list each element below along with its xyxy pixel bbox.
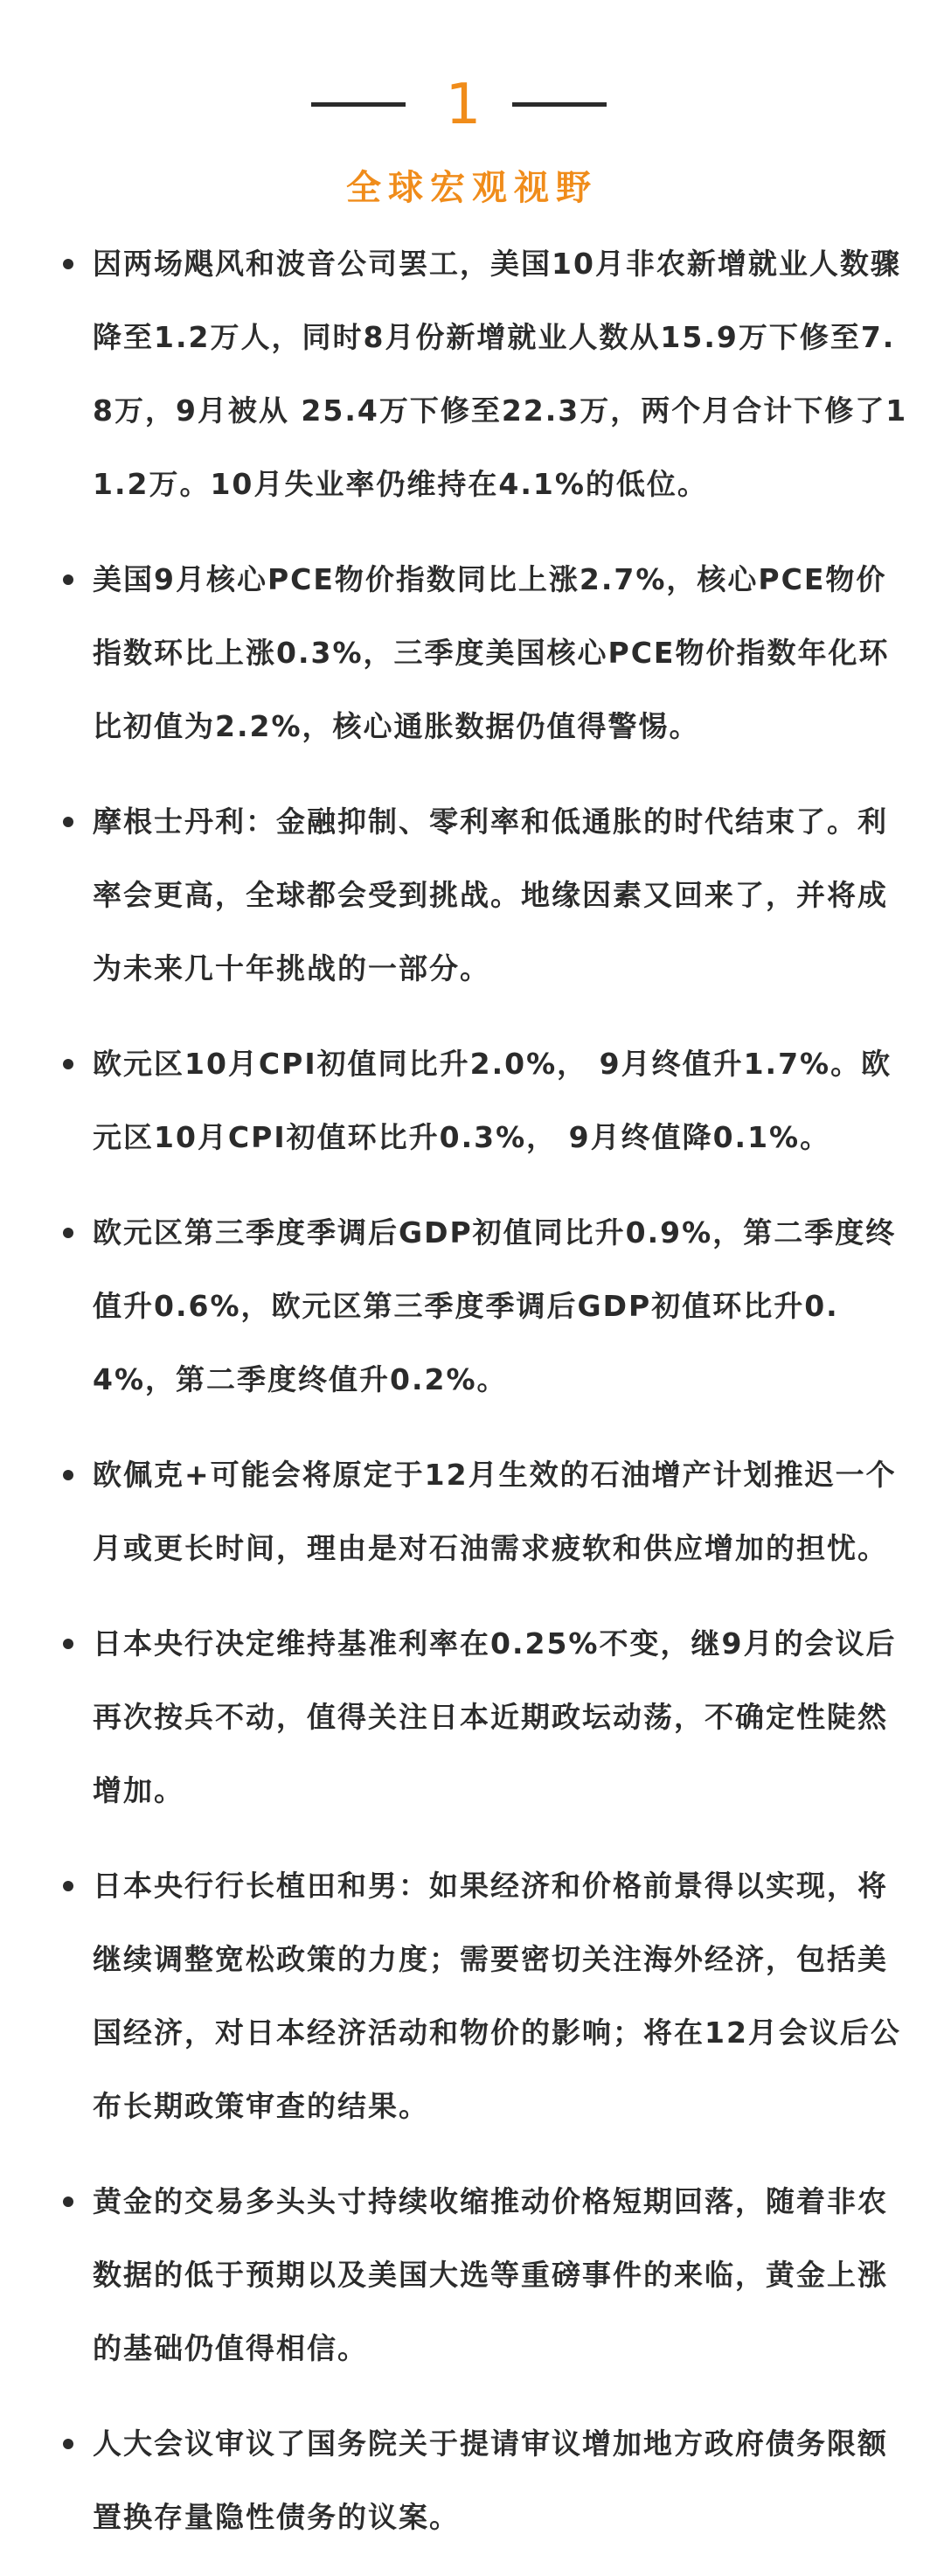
list-item	[61, 543, 909, 763]
bullet-icon	[63, 1639, 73, 1649]
list-item	[61, 1849, 909, 2143]
list-item-text: 日本央行决定维持基准利率在0.25%不变，继9月的会议后再次按兵不动，值得关注日本近期政坛动荡，不确定性陡然增加。	[93, 1626, 897, 1807]
list-item	[61, 1196, 909, 1417]
bullet-icon	[63, 259, 73, 269]
list-item-text: 欧元区10月CPI初值同比升2.0%， 9月终值升1.7%。欧元区10月CPI初值环比升0.3%， 9月终值降0.1%。	[93, 1047, 892, 1154]
list-item-text: 黄金的交易多头头寸持续收缩推动价格短期回落，随着非农数据的低于预期以及美国大选等重磅事件的来临，黄金上涨的基础仍值得相信。	[93, 2184, 888, 2365]
section-title: 全球宏观视野	[346, 168, 598, 208]
header-divider-left	[311, 102, 406, 107]
list-item-text: 日本央行行长植田和男：如果经济和价格前景得以实现，将继续调整宽松政策的力度；需要密切关注海外经济，包括美国经济，对日本经济活动和物价的影响；将在12月会议后公布长期政策审查的结果。	[93, 1869, 901, 2123]
bullet-icon	[63, 1059, 73, 1069]
list-item	[61, 1027, 909, 1174]
header-divider-right	[512, 102, 607, 107]
list-item-text: 美国9月核心PCE物价指数同比上涨2.7%，核心PCE物价指数环比上涨0.3%，三季度美国核心PCE物价指数年化环比初值为2.2%，核心通胀数据仍值得警惕。	[93, 562, 890, 743]
list-item-text: 因两场飓风和波音公司罢工，美国10月非农新增就业人数骤降至1.2万人，同时8月份新增就业人数从15.9万下修至7.8万，9月被从 25.4万下修至22.3万，两个月合计下修了11.2万。10月失业率仍维持在4.1%的低位。	[93, 247, 908, 501]
bullet-icon	[63, 2197, 73, 2207]
section-number: 1	[445, 73, 482, 137]
bullet-icon	[63, 1228, 73, 1238]
list-item-text: 摩根士丹利：金融抑制、零利率和低通胀的时代结束了。利率会更高，全球都会受到挑战。地缘因素又回来了，并将成为未来几十年挑战的一部分。	[93, 804, 888, 985]
list-item-text: 人大会议审议了国务院关于提请审议增加地方政府债务限额置换存量隐性债务的议案。	[93, 2426, 888, 2534]
list-item	[61, 785, 909, 1006]
bullet-icon	[63, 2439, 73, 2449]
bullet-icon	[63, 1881, 73, 1891]
list-item	[61, 2165, 909, 2385]
bullet-icon	[63, 817, 73, 827]
list-item	[61, 1438, 909, 1585]
list-item-text: 欧元区第三季度季调后GDP初值同比升0.9%，第二季度终值升0.6%，欧元区第三季度季调后GDP初值环比升0.4%，第二季度终值升0.2%。	[93, 1215, 897, 1396]
section-header	[0, 61, 944, 157]
list-item	[61, 1607, 909, 1828]
bullet-icon	[63, 1470, 73, 1480]
list-item-text: 欧佩克+可能会将原定于12月生效的石油增产计划推迟一个月或更长时间，理由是对石油需求疲软和供应增加的担忧。	[93, 1458, 897, 1565]
bullet-icon	[63, 574, 73, 585]
news-bullet-list	[61, 227, 909, 2576]
list-item	[61, 2407, 909, 2554]
list-item	[61, 227, 909, 521]
